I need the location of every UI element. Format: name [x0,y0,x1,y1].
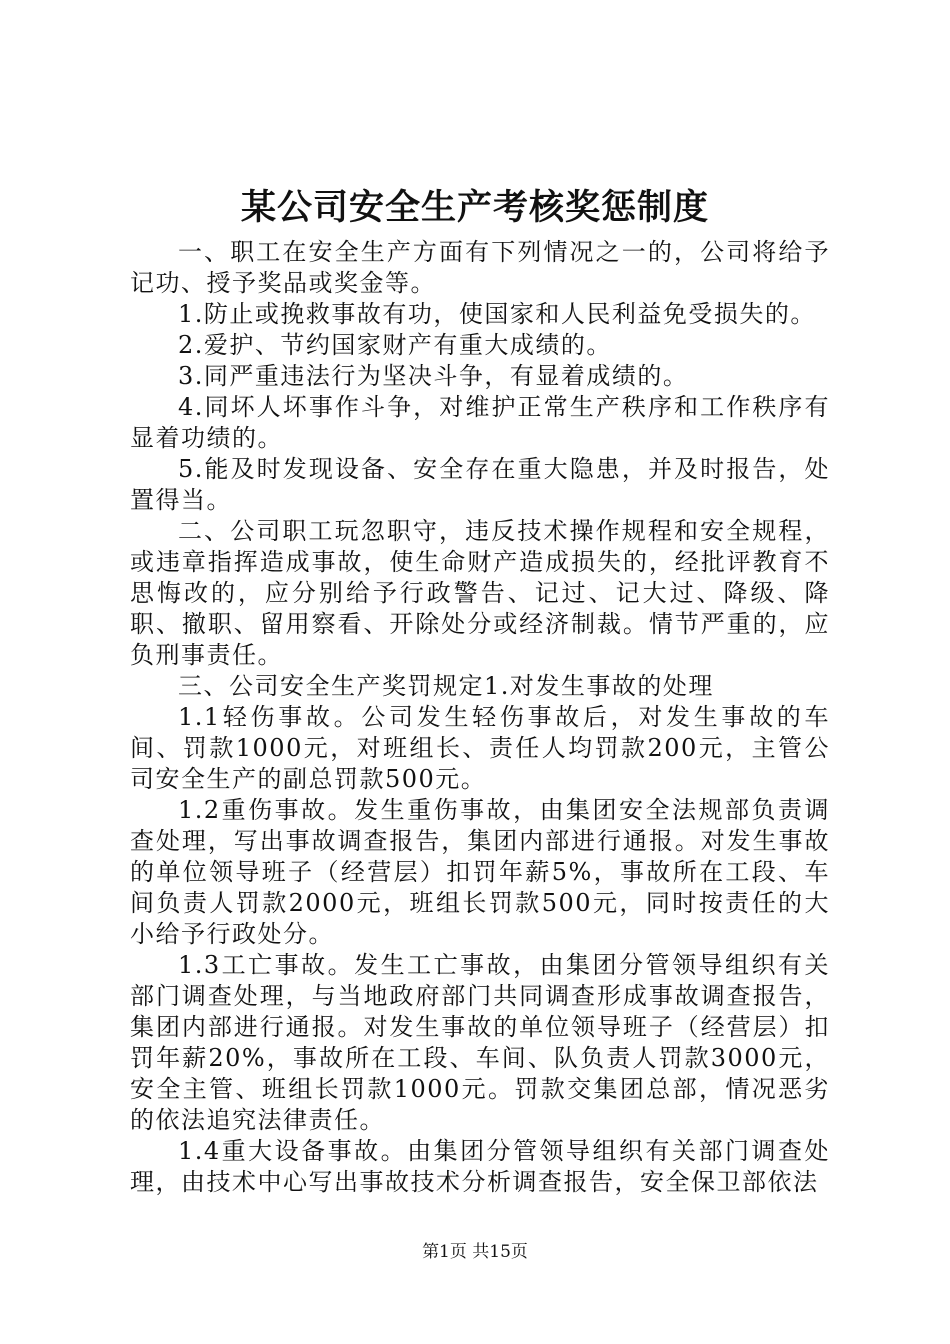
paragraph: 1.3工亡事故。发生工亡事故，由集团分管领导组织有关部门调查处理，与当地政府部门共同调查形成事故调查报告，集团内部进行通报。对发生事故的单位领导班子（经营层）扣罚年薪20%，事故所在工段、车间、队负责人罚款3000元，安全主管、班组长罚款1000元。罚款交集团总部，情况恶劣的依法追究法律责任。 [130,951,830,1134]
paragraph: 2.爱护、节约国家财产有重大成绩的。 [178,331,612,359]
paragraph: 1.2重伤事故。发生重伤事故，由集团安全法规部负责调查处理，写出事故调查报告，集团内部进行通报。对发生事故的单位领导班子（经营层）扣罚年薪5%，事故所在工段、车间负责人罚款2000元，班组长罚款500元，同时按责任的大小给予行政处分。 [130,796,830,948]
paragraph: 1.1轻伤事故。公司发生轻伤事故后，对发生事故的车间、罚款1000元，对班组长、责任人均罚款200元，主管公司安全生产的副总罚款500元。 [130,703,830,793]
paragraph: 1.4重大设备事故。由集团分管领导组织有关部门调查处理，由技术中心写出事故技术分析调查报告，安全保卫部依法 [130,1137,830,1196]
document-body [130,237,830,1198]
paragraph: 3.同严重违法行为坚决斗争，有显着成绩的。 [178,362,689,390]
paragraph: 三、公司安全生产奖罚规定1.对发生事故的处理 [178,672,714,700]
document-title: 某公司安全生产考核奖惩制度 [240,187,709,228]
page-number-footer: 第1页 共15页 [422,1242,528,1262]
paragraph: 1.防止或挽救事故有功，使国家和人民利益免受损失的。 [178,300,816,328]
paragraph: 二、公司职工玩忽职守，违反技术操作规程和安全规程，或违章指挥造成事故，使生命财产造成损失的，经批评教育不思悔改的，应分别给予行政警告、记过、记大过、降级、降职、撤职、留用察看、开除处分或经济制裁。情节严重的，应负刑事责任。 [130,517,830,669]
paragraph: 一、职工在安全生产方面有下列情况之一的，公司将给予记功、授予奖品或奖金等。 [130,238,830,297]
paragraph: 4.同坏人坏事作斗争，对维护正常生产秩序和工作秩序有显着功绩的。 [130,393,830,452]
paragraph: 5.能及时发现设备、安全存在重大隐患，并及时报告，处置得当。 [130,455,830,514]
